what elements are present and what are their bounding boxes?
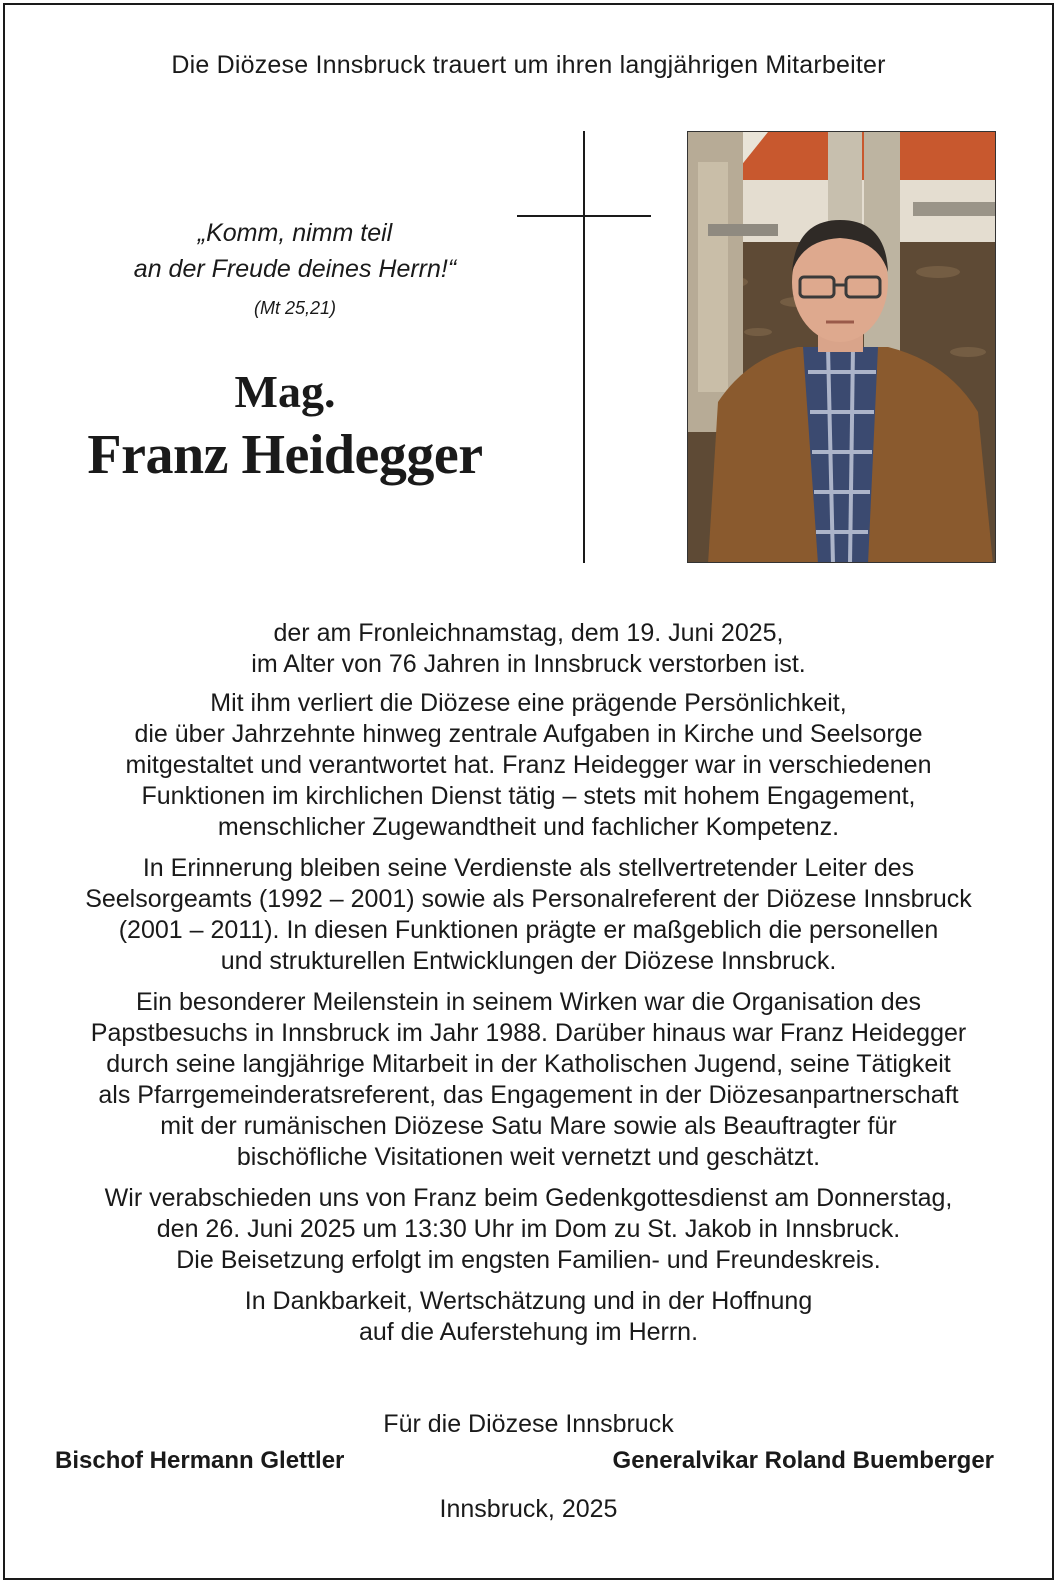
portrait-photo-icon: [688, 132, 996, 563]
paragraph-death-notice: der am Fronleichnamstag, dem 19. Juni 2025, im Alter von 76 Jahren in Innsbruck verstorben ist.: [251, 619, 806, 678]
obituary-body: [25, 618, 1032, 1358]
portrait-photo: [687, 131, 996, 563]
academic-title: Mag.: [234, 366, 336, 417]
quote-line-2: an der Freude deines Herrn!“: [133, 255, 457, 283]
header-text: Die Diözese Innsbruck trauert um ihren langjährigen Mitarbeiter: [171, 51, 886, 79]
cross-icon-vertical: [583, 131, 585, 563]
quote-reference: (Mt 25,21): [253, 298, 337, 318]
quote-line-1: „Komm, nimm teil: [197, 219, 393, 247]
signer-bishop: Bischof Hermann Glettler: [55, 1447, 345, 1474]
deceased-name: Franz Heidegger: [87, 424, 483, 486]
paragraph-gratitude: In Dankbarkeit, Wertschätzung und in der Hoffnung auf die Auferstehung im Herrn.: [244, 1287, 813, 1346]
cross-icon-horizontal: [517, 215, 651, 217]
paragraph-milestone: Ein besonderer Meilenstein in seinem Wirken war die Organisation des Papstbesuchs in Innsbruck im Jahr 1988. Darüber hinaus war Franz Heidegger durch seine langjährige Mitarbeit in der Katholischen Jugend, seine Tätigkeit als Pfarrgemeinderatsreferent, das Engagement in der Diözesanpartnerschaft mit der rumänischen Diözese Satu Mare sowie als Beauftragter für bischöfliche Visitationen weit vernetzt und geschätzt.: [90, 988, 967, 1171]
signer-vicar-general: Generalvikar Roland Buemberger: [612, 1447, 994, 1474]
bible-quote: [45, 215, 545, 287]
paragraph-merits: In Erinnerung bleiben seine Verdienste als stellvertretender Leiter des Seelsorgeamts (1992 – 2001) sowie als Personalreferent der Diözese Innsbruck (2001 – 2011). In diesen Funktionen prägte er maßgeblich die personellen und strukturellen Entwicklungen der Diözese Innsbruck.: [85, 854, 972, 975]
place-date: Innsbruck, 2025: [439, 1495, 618, 1523]
paragraph-service: Wir verabschieden uns von Franz beim Gedenkgottesdienst am Donnerstag, den 26. Juni 2025 um 13:30 Uhr im Dom zu St. Jakob in Innsbruck. Die Beisetzung erfolgt im engsten Familien- und Freundeskreis.: [104, 1184, 953, 1274]
closing-organization: Für die Diözese Innsbruck: [383, 1410, 674, 1438]
obituary-page: [3, 3, 1054, 1580]
paragraph-tribute: Mit ihm verliert die Diözese eine prägende Persönlichkeit, die über Jahrzehnte hinweg zentrale Aufgaben in Kirche und Seelsorge mitgestaltet und verantwortet hat. Franz Heidegger war in verschiedenen Funktionen im kirchlichen Dienst tätig – stets mit hohem Engagement, menschlicher Zugewandtheit und fachlicher Kompetenz.: [125, 689, 932, 841]
